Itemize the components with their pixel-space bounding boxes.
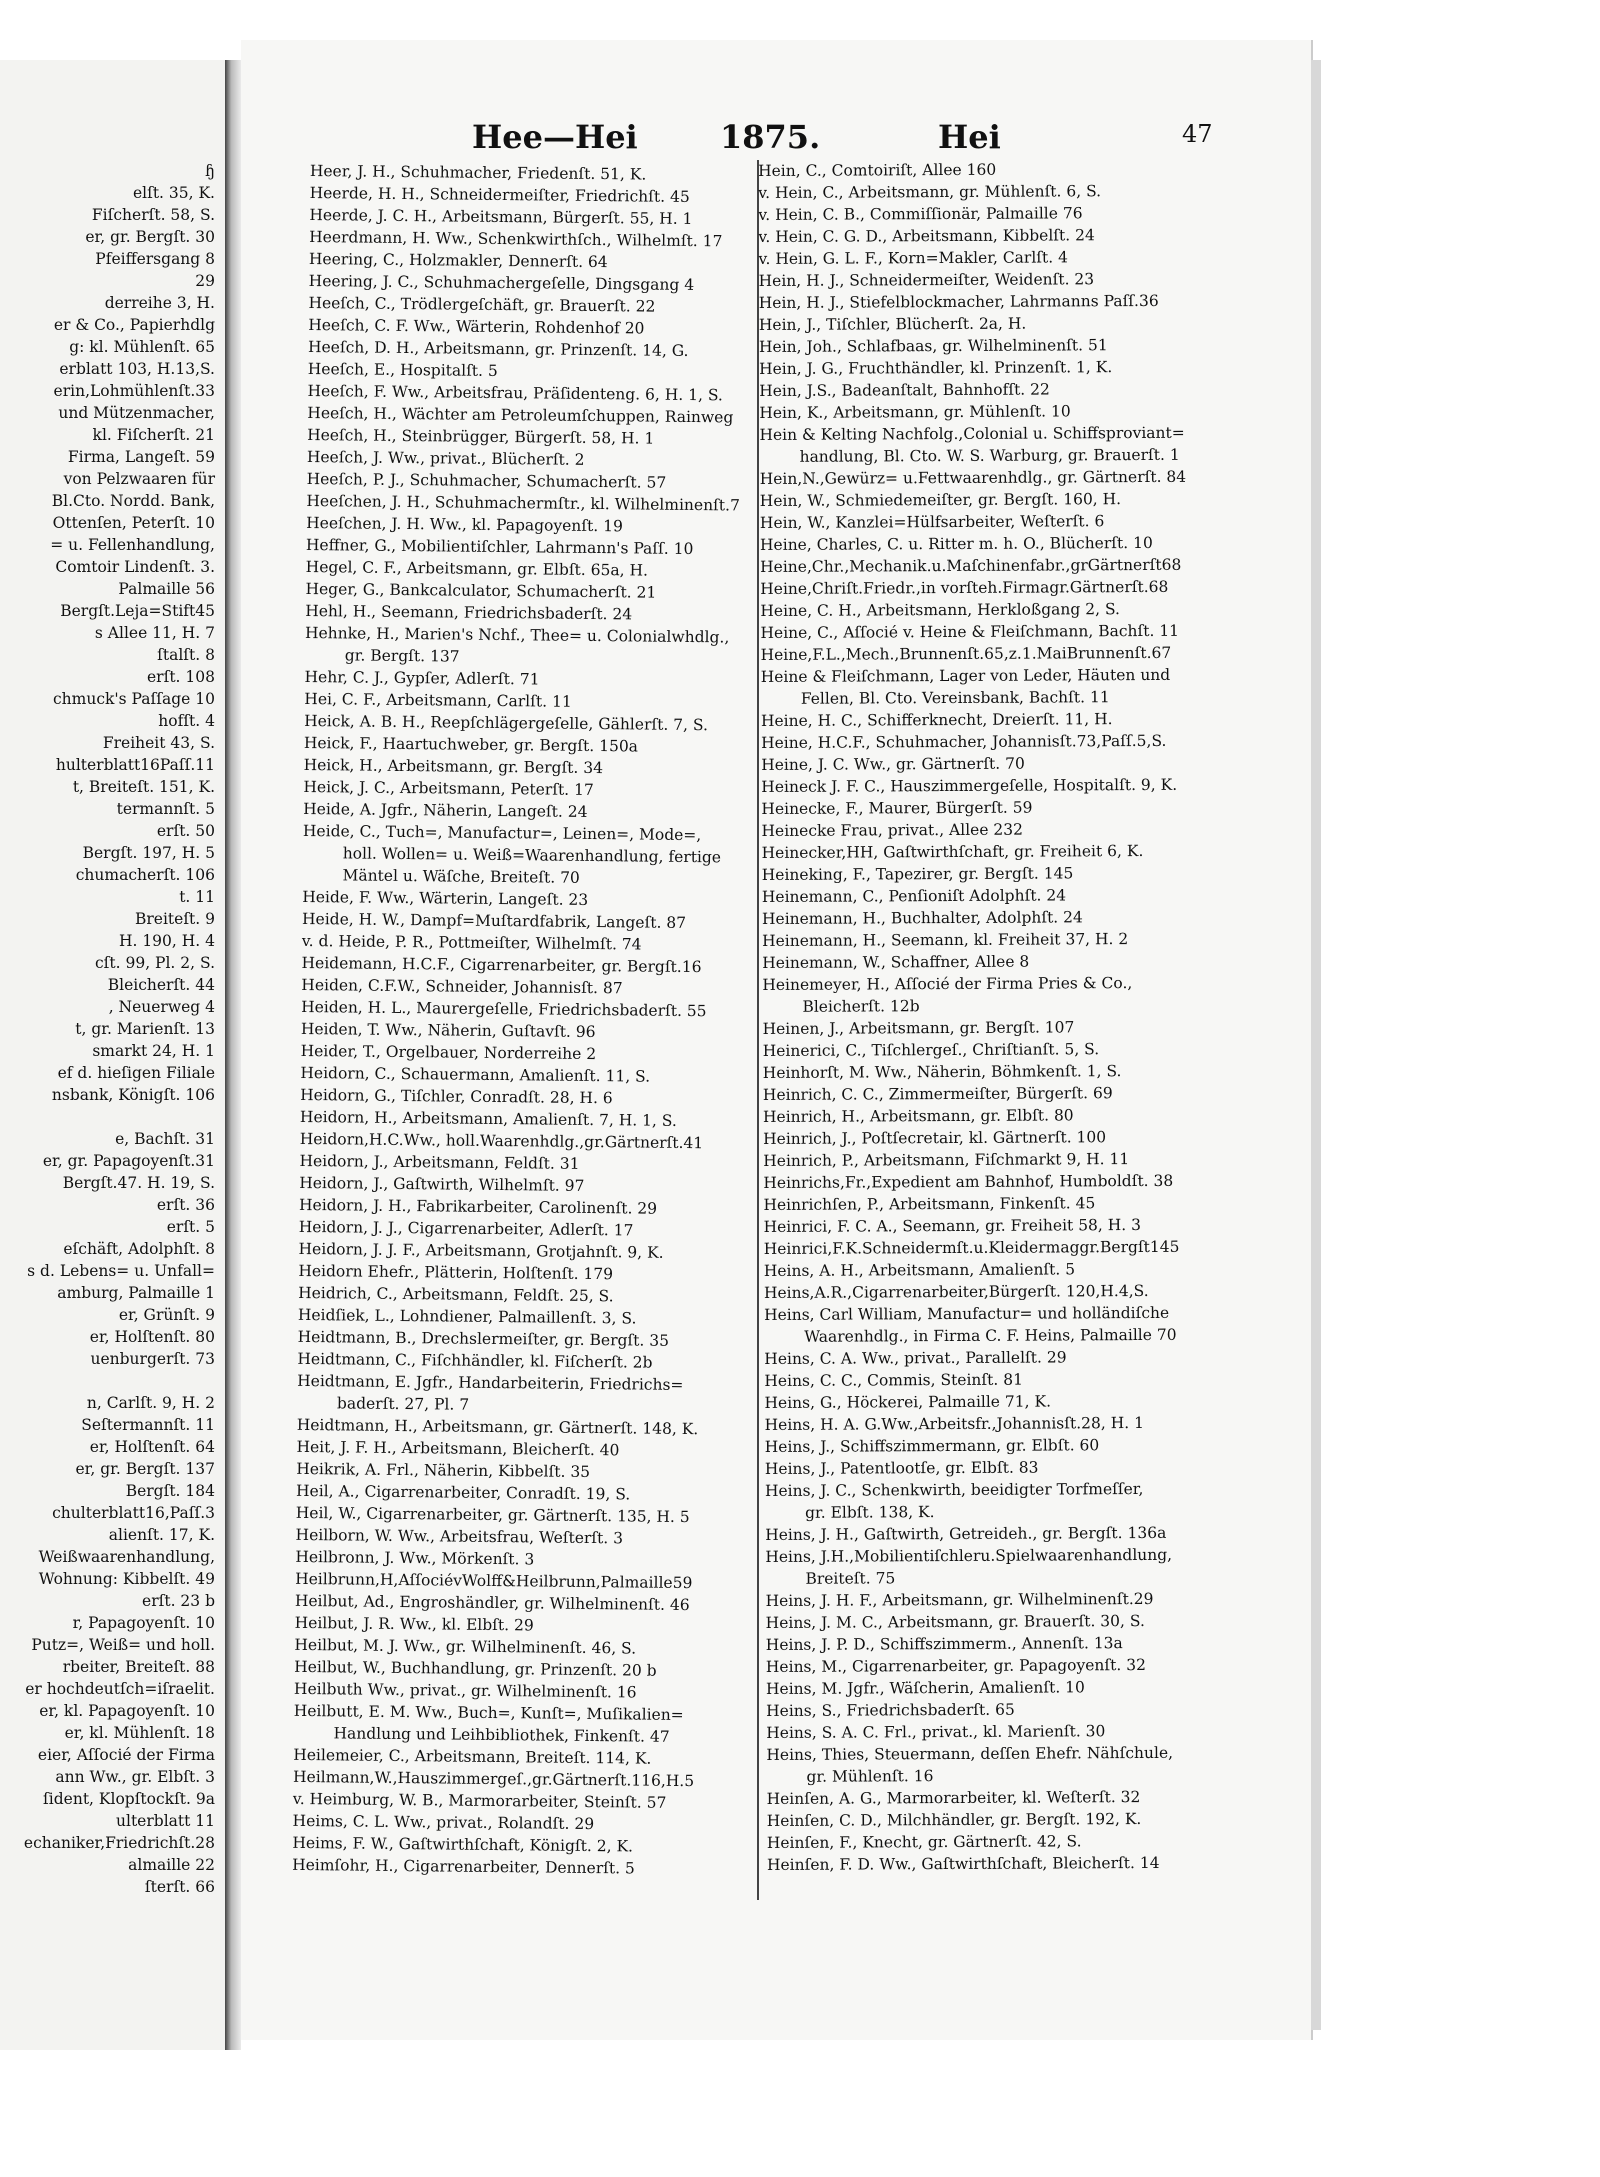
directory-entry: v. Hein, C. B., Commiſſionär, Palmaille 76: [758, 204, 1083, 224]
directory-entry: v. Heimburg, W. B., Marmorarbeiter, Steinſt. 57: [292, 1789, 667, 1812]
previous-page-line: rbeiter, Breiteſt. 88: [62, 1658, 215, 1676]
directory-entry: v. Hein, C., Arbeitsmann, gr. Mühlenſt. 6, S.: [758, 182, 1102, 202]
previous-page-line: nsbank, Königſt. 106: [51, 1086, 215, 1104]
previous-page-line: Bergſt. 197, H. 5: [82, 844, 215, 862]
directory-entry: Heine,F.L.,Mech.,Brunnenſt.65,z.1.MaiBrunnenſt.67: [760, 643, 1172, 664]
directory-entry: Heinrich, C. C., Zimmermeiſter, Bürgerſt. 69: [762, 1084, 1113, 1104]
directory-entry: Heinrich, P., Arbeitsmann, Fiſchmarkt 9, H. 11: [763, 1150, 1130, 1170]
directory-entry: Heine & Fleiſchmann, Lager von Leder, Häuten und: [760, 665, 1171, 686]
directory-entry: Heinecke, F., Maurer, Bürgerſt. 59: [761, 798, 1033, 818]
directory-entry: Heeſch, E., Hospitalſt. 5: [307, 359, 498, 380]
previous-page-line: er, gr. Bergſt. 30: [85, 228, 215, 246]
directory-entry: Heidorn, J., Gaſtwirth, Wilhelmſt. 97: [299, 1173, 585, 1195]
directory-entry: Heine, C. H., Arbeitsmann, Herkloßgang 2, S.: [760, 600, 1120, 620]
directory-entry: Heins, J. C., Schenkwirth, beeidigter Torfmeſſer,: [764, 1480, 1144, 1500]
directory-entry: Heins, C. A. Ww., privat., Parallelſt. 29: [764, 1348, 1067, 1368]
directory-entry: Heide, F. Ww., Wärterin, Langeſt. 23: [302, 887, 589, 909]
previous-page-line: eier, Aſſocié der Firma: [37, 1746, 215, 1764]
directory-entry: Heidorn, C., Schauermann, Amalienſt. 11, S.: [300, 1063, 651, 1086]
previous-page-line: er, Holſtenſt. 64: [89, 1438, 215, 1456]
directory-entry: Hein, C., Comtoiriſt, Allee 160: [758, 160, 997, 180]
previous-page-line: erſt. 50: [156, 822, 215, 840]
directory-entry: Heidorn, J. H., Fabrikarbeiter, Carolinenſt. 29: [298, 1195, 658, 1218]
directory-entry: Heiden, C.F.W., Schneider, Johannisſt. 87: [301, 975, 623, 998]
directory-entry: v. d. Heide, P. R., Pottmeiſter, Wilhelmſt. 74: [301, 931, 642, 954]
directory-entry: Hei, C. F., Arbeitsmann, Carlſt. 11: [304, 689, 572, 711]
previous-page-line: Bergſt.Leja=Stift45: [60, 602, 215, 620]
directory-entry: Heidtmann, C., Fiſchhändler, kl. Fiſcherſt. 2b: [297, 1349, 653, 1372]
directory-entry: Heeſch, F. Ww., Arbeitsfrau, Präſidenteng. 6, H. 1, S.: [307, 381, 723, 405]
directory-entry: Heidorn, G., Tiſchler, Conradſt. 28, H. 6: [300, 1085, 613, 1108]
directory-entry: Heine, H.C.F., Schuhmacher, Johannisſt.73,Paſſ.5,S.: [761, 731, 1167, 752]
directory-entry: Heiden, H. L., Maurergeſelle, Friedrichsbaderſt. 55: [301, 997, 707, 1021]
directory-entry: Heinrici,F.K.Schneidermſt.u.Kleidermaggr.Bergſt145: [763, 1237, 1180, 1258]
directory-entry: Heidorn, H., Arbeitsmann, Amalienſt. 7, H. 1, S.: [299, 1107, 677, 1130]
entry-continuation: Bleicherſt. 12b: [802, 997, 920, 1016]
directory-entry: Heinrich, H., Arbeitsmann, gr. Elbſt. 80: [762, 1106, 1074, 1126]
previous-page-line: g: kl. Mühlenſt. 65: [69, 338, 215, 356]
previous-page-line: er, kl. Mühlenſt. 18: [64, 1724, 215, 1742]
previous-page-line: s Allee 11, H. 7: [94, 624, 215, 642]
directory-entry: Heins, J. P. D., Schiffszimmerm., Annenſt. 13a: [765, 1634, 1123, 1654]
directory-entry: Heilbut, Ad., Engroshändler, gr. Wilhelminenſt. 46: [294, 1591, 690, 1615]
previous-page-line: [0, 1106, 221, 1128]
directory-entry: Heins, J.H.,Mobilientiſchleru.Spielwaarenhandlung,: [765, 1545, 1173, 1566]
previous-page-line: Seſtermannſt. 11: [81, 1416, 215, 1434]
directory-entry: Heilbut, J. R. Ww., kl. Elbſt. 29: [294, 1613, 534, 1635]
directory-entry: Heine, C., Aſſocié v. Heine & Fleiſchmann, Bachſt. 11: [760, 621, 1180, 642]
directory-entry: Heick, A. B. H., Reepſchlägergeſelle, Gählerſt. 7, S.: [304, 711, 709, 735]
previous-page-line: er, Grünſt. 9: [118, 1306, 215, 1324]
directory-entry: Heidorn,H.C.Ww., holl.Waarenhdlg.,gr.Gärtnerſt.41: [299, 1129, 704, 1153]
directory-entry: Heidſiek, L., Lohndiener, Palmaillenſt. 3, S.: [297, 1305, 637, 1328]
previous-page-line: er hochdeutſch=iſraelit.: [25, 1680, 215, 1698]
directory-entry: Hein, K., Arbeitsmann, gr. Mühlenſt. 10: [759, 402, 1071, 422]
previous-page-line: erin,Lohmühlenſt.33: [53, 382, 215, 400]
directory-entry: Heil, W., Cigarrenarbeiter, gr. Gärtnerſt. 135, H. 5: [295, 1503, 690, 1527]
previous-page-line: termannſt. 5: [116, 800, 215, 818]
directory-entry: Hein, Joh., Schlafbaas, gr. Wilhelminenſt. 51: [758, 336, 1108, 356]
directory-entry: Heidorn Ehefr., Plätterin, Holſtenſt. 179: [298, 1261, 614, 1284]
directory-entry: Heinemeyer, H., Aſſocié der Firma Pries & Co.,: [762, 974, 1133, 994]
directory-entry: Heil, A., Cigarrenarbeiter, Conradſt. 19, S.: [295, 1481, 631, 1504]
directory-entry: Heinſen, F., Knecht, gr. Gärtnerſt. 42, S.: [766, 1832, 1082, 1852]
directory-entry: Heins, H. A. G.Ww.,Arbeitsfr.,Johannisſt.28, H. 1: [764, 1413, 1144, 1434]
previous-page-line: ſterſt. 66: [144, 1878, 215, 1896]
right-column: [758, 157, 1277, 1876]
directory-entry: Heins, J. M. C., Arbeitsmann, gr. Brauerſt. 30, S.: [765, 1611, 1145, 1632]
directory-entry: Heeſch, J. Ww., privat., Blücherſt. 2: [306, 447, 585, 469]
directory-entry: Heeſch, C., Trödlergeſchäft, gr. Brauerſt. 22: [308, 293, 656, 316]
directory-entry: Heine, J. C. Ww., gr. Gärtnerſt. 70: [761, 754, 1025, 774]
previous-page-line: Weißwaarenhandlung,: [38, 1548, 215, 1566]
previous-page-fragment: [0, 60, 228, 2050]
directory-entry: Heins, A. H., Arbeitsmann, Amalienſt. 5: [763, 1260, 1076, 1280]
directory-entry: Heering, J. C., Schuhmachergeſelle, Dingsgang 4: [308, 271, 695, 295]
previous-page-line: erſt. 5: [166, 1218, 215, 1236]
previous-page-line: Bleicherſt. 44: [107, 976, 215, 994]
directory-entry: Heineking, F., Tapezirer, gr. Bergſt. 145: [761, 864, 1074, 884]
directory-entry: Heick, H., Arbeitsmann, gr. Bergſt. 34: [303, 755, 604, 778]
directory-entry: Hein, H. J., Stiefelblockmacher, Lahrmanns Paſſ.36: [758, 291, 1159, 312]
previous-page-line: t, Breiteſt. 151, K.: [72, 778, 215, 796]
directory-entry: Heins, M. Jgfr., Wäſcherin, Amalienſt. 10: [765, 1678, 1085, 1698]
directory-entry: Heinrich, J., Poſtſecretair, kl. Gärtnerſt. 100: [763, 1128, 1107, 1148]
directory-entry: v. Hein, C. G. D., Arbeitsmann, Kibbelſt. 24: [758, 226, 1095, 246]
entry-continuation: holl. Wollen= u. Weiß=Waarenhandlung, fertige: [342, 844, 722, 867]
previous-page-line: Breiteſt. 9: [134, 910, 215, 928]
previous-page-line: er & Co., Papierhdlg: [53, 316, 215, 334]
directory-entry: Heinerici, C., Tiſchlergeſ., Chriſtianſt. 5, S.: [762, 1040, 1100, 1060]
directory-entry: Heinemann, H., Buchhalter, Adolphſt. 24: [761, 908, 1083, 928]
directory-entry: Hein, J. G., Fruchthändler, kl. Prinzenſt. 1, K.: [759, 358, 1113, 378]
previous-page-line: Ottenſen, Peterſt. 10: [52, 514, 215, 532]
entry-continuation: Waarenhdlg., in Firma C. F. Heins, Palmaille 70: [804, 1325, 1177, 1346]
directory-entry: Heins, J., Patentlootſe, gr. Elbſt. 83: [764, 1458, 1039, 1478]
directory-entry: Heeſch, H., Wächter am Petroleumſchuppen, Rainweg: [307, 403, 734, 427]
previous-page-line: Wohnung: Kibbelſt. 49: [38, 1570, 215, 1588]
directory-entry: Heins, J. H. F., Arbeitsmann, gr. Wilhelminenſt.29: [765, 1589, 1154, 1610]
directory-entry: Heilemeier, C., Arbeitsmann, Breiteſt. 114, K.: [293, 1745, 652, 1768]
directory-entry: Heine,Chr.,Mechanik.u.Maſchinenfabr.,grGärtnerſt68: [760, 555, 1182, 576]
directory-entry: Heilbrunn,H,AſſociévWolff&Heilbrunn,Palmaille59: [295, 1569, 693, 1593]
directory-entry: Heins, J. H., Gaſtwirth, Getreideh., gr. Bergſt. 136a: [765, 1523, 1167, 1544]
directory-entry: Hehl, H., Seemann, Friedrichsbaderſt. 24: [305, 601, 633, 624]
entry-continuation: handlung, Bl. Cto. W. S. Warburg, gr. Brauerſt. 1: [799, 445, 1180, 466]
directory-entry: Heide, H. W., Dampf=Muſtardfabrik, Langeſt. 87: [301, 909, 687, 932]
directory-entry: Heims, C. L. Ww., privat., Rolandſt. 29: [292, 1811, 595, 1834]
previous-page-line: eſchäft, Adolphſt. 8: [63, 1240, 215, 1258]
directory-entry: Heering, C., Holzmakler, Dennerſt. 64: [308, 249, 608, 272]
previous-page-line: von Pelzwaaren für: [63, 470, 215, 488]
entry-continuation: Fellen, Bl. Cto. Vereinsbank, Bachſt. 11: [800, 688, 1110, 708]
directory-entry: Heinſen, F. D. Ww., Gaſtwirthſchaft, Bleicherſt. 14: [766, 1853, 1160, 1874]
previous-page-line: Fiſcherſt. 58, S.: [91, 206, 215, 224]
directory-entry: Heineck J. F. C., Hauszimmergeſelle, Hospitalſt. 9, K.: [761, 775, 1178, 796]
directory-entry: Heinemann, C., Penſioniſt Adolphſt. 24: [761, 886, 1067, 906]
directory-entry: Heinemann, W., Schaffner, Allee 8: [762, 952, 1030, 972]
directory-entry: Heeſch, H., Steinbrügger, Bürgerſt. 58, H. 1: [307, 425, 655, 448]
directory-entry: Heinecker,HH, Gaſtwirthſchaft, gr. Freiheit 6, K.: [761, 841, 1144, 862]
previous-page-line: Freiheit 43, S.: [102, 734, 215, 752]
directory-entry: Heins, Thies, Steuermann, deſſen Ehefr. Nähſchule,: [766, 1743, 1174, 1764]
previous-page-line: erſt. 108: [147, 668, 215, 686]
directory-entry: Heilbronn, J. Ww., Mörkenſt. 3: [295, 1547, 535, 1569]
directory-entry: Heidtmann, E. Jgfr., Handarbeiterin, Friedrichs=: [297, 1371, 684, 1394]
directory-entry: Heine,Chriſt.Friedr.,in vorſteh.Firmagr.Gärtnerſt.68: [760, 577, 1169, 598]
directory-entry: Heilmann,W.,Hauszimmergeſ.,gr.Gärtnerſt.116,H.5: [292, 1767, 695, 1791]
previous-page-line: Comtoir Lindenſt. 3.: [55, 558, 215, 576]
directory-entry: Heins, J., Schiffszimmermann, gr. Elbſt. 60: [764, 1436, 1100, 1456]
directory-entry: Heimſohr, H., Cigarrenarbeiter, Dennerſt. 5: [292, 1855, 635, 1878]
directory-entry: Heins, C. C., Commis, Steinſt. 81: [764, 1370, 1023, 1390]
directory-entry: Heins, G., Höckerei, Palmaille 71, K.: [764, 1392, 1052, 1412]
directory-entry: Hehnke, H., Marien's Nchf., Thee= u. Colonialwhdlg.,: [304, 623, 730, 647]
previous-page-line: e, Bachſt. 31: [115, 1130, 215, 1148]
previous-page-line: chmuck's Paſſage 10: [53, 690, 215, 708]
previous-page-line: 29: [195, 272, 215, 290]
directory-entry: Heider, T., Orgelbauer, Norderreihe 2: [300, 1041, 597, 1064]
previous-page-line: hofſt. 4: [158, 712, 215, 730]
previous-page-line: elſt. 35, K.: [132, 184, 215, 202]
directory-entry: Heerde, J. C. H., Arbeitsmann, Bürgerſt. 55, H. 1: [309, 205, 693, 229]
running-head-year: 1875.: [720, 118, 821, 156]
previous-page-line: chumacherſt. 106: [75, 866, 215, 884]
previous-page-line: H. 190, H. 4: [118, 932, 215, 950]
previous-page-line: Palmaille 56: [118, 580, 215, 598]
directory-entry: Heidemann, H.C.F., Cigarrenarbeiter, gr. Bergſt.16: [301, 953, 702, 977]
directory-entry: Hein, J.S., Badeanſtalt, Bahnhofſt. 22: [759, 380, 1050, 400]
previous-page-line: uenburgerſt. 73: [90, 1350, 215, 1368]
directory-entry: Heidorn, J., Arbeitsmann, Feldſt. 31: [299, 1151, 580, 1173]
directory-entry: Heinemann, H., Seemann, kl. Freiheit 37, H. 2: [762, 930, 1129, 950]
directory-entry: Heidorn, J. J., Cigarrenarbeiter, Adlerſt. 17: [298, 1217, 634, 1240]
previous-page-line: Pfeiffersgang 8: [95, 250, 215, 268]
directory-entry: Heine, Charles, C. u. Ritter m. h. O., Blücherſt. 10: [759, 533, 1153, 554]
entry-continuation: gr. Bergſt. 137: [344, 646, 460, 666]
book-gutter: [225, 60, 241, 2050]
directory-entry: Hehr, C. J., Gypſer, Adlerſt. 71: [304, 667, 540, 689]
directory-entry: Heit, J. F. H., Arbeitsmann, Bleicherſt. 40: [296, 1437, 620, 1460]
previous-page-line: r, Papagoyenſt. 10: [72, 1614, 215, 1632]
entry-continuation: baderſt. 27, Pl. 7: [336, 1394, 470, 1414]
page-number: 47: [1182, 120, 1213, 148]
directory-entry: Heims, F. W., Gaſtwirthſchaft, Königſt. 2, K.: [292, 1833, 634, 1856]
directory-entry: Heilborn, W. Ww., Arbeitsfrau, Weſterſt. 3: [295, 1525, 624, 1548]
previous-page-line: alienſt. 17, K.: [108, 1526, 215, 1544]
entry-continuation: Handlung und Leihbibliothek, Finkenſt. 47: [333, 1724, 670, 1746]
directory-entry: Heilbut, M. J. Ww., gr. Wilhelminenſt. 46, S.: [294, 1635, 637, 1658]
directory-entry: Heide, A. Jgfr., Näherin, Langeſt. 24: [303, 799, 588, 821]
directory-entry: Heger, G., Bankcalculator, Schumacherſt. 21: [305, 579, 657, 602]
previous-page-line: ſtalſt. 8: [157, 646, 215, 664]
previous-page-line: erblatt 103, H.13,S.: [59, 360, 215, 378]
directory-entry: Heidorn, J. J. F., Arbeitsmann, Grotjahnſt. 9, K.: [298, 1239, 664, 1262]
previous-page-line: Bl.Cto. Nordd. Bank,: [51, 492, 215, 510]
previous-page-line: echaniker,Friedrichſt.28: [23, 1834, 215, 1852]
page-edge-shadow: [1311, 60, 1321, 2030]
directory-entry: Heilbutt, E. M. Ww., Buch=, Kunſt=, Muſikalien=: [293, 1701, 684, 1724]
previous-page-line: cſt. 99, Pl. 2, S.: [94, 954, 215, 972]
previous-page-line: und Mützenmacher,: [58, 404, 215, 422]
entry-continuation: gr. Elbſt. 138, K.: [805, 1503, 935, 1522]
directory-entry: Heeſch, C. F. Ww., Wärterin, Rohdenhof 20: [308, 315, 645, 338]
previous-page-line: Bergſt.47. H. 19, S.: [62, 1174, 215, 1192]
previous-page-line: s d. Lebens= u. Unfall=: [27, 1262, 215, 1280]
previous-page-line: , Neuerweg 4: [108, 998, 215, 1016]
previous-page-line: kl. Fiſcherſt. 21: [92, 426, 215, 444]
previous-page-line: ɧ: [205, 162, 215, 180]
directory-entry: Heins, S. A. C. Frl., privat., kl. Marienſt. 30: [766, 1722, 1106, 1742]
directory-entry: Heins,A.R.,Cigarrenarbeiter,Bürgerſt. 120,H.4,S.: [763, 1281, 1149, 1302]
entry-continuation: gr. Mühlenſt. 16: [806, 1767, 934, 1786]
entry-continuation: Breiteſt. 75: [805, 1569, 896, 1588]
directory-entry: Heick, F., Haartuchweber, gr. Bergſt. 150a: [303, 733, 639, 756]
directory-entry: Heerde, H. H., Schneidermeiſter, Friedrichſt. 45: [309, 183, 690, 206]
directory-entry: Heidtmann, B., Drechslermeiſter, gr. Bergſt. 35: [297, 1327, 670, 1350]
previous-page-line: amburg, Palmaille 1: [57, 1284, 215, 1302]
directory-entry: Heerdmann, H. Ww., Schenkwirthſch., Wilhelmſt. 17: [309, 227, 723, 251]
directory-entry: Heinrichſen, P., Arbeitsmann, Finkenſt. 45: [763, 1194, 1096, 1214]
directory-entry: Heins, Carl William, Manufactur= und holländiſche: [764, 1303, 1170, 1324]
directory-entry: Heinſen, C. D., Milchhändler, gr. Bergſt. 192, K.: [766, 1810, 1142, 1830]
directory-entry: Heilbut, W., Buchhandlung, gr. Prinzenſt. 20 b: [294, 1657, 657, 1680]
directory-entry: Hein, H. J., Schneidermeiſter, Weidenſt. 23: [758, 270, 1095, 290]
previous-page-line: chulterblatt16,Paſſ.3: [52, 1504, 215, 1522]
previous-page-line: ann Ww., gr. Elbſt. 3: [55, 1768, 215, 1786]
previous-page-line: Bergſt. 184: [125, 1482, 215, 1500]
left-column: [292, 160, 760, 1881]
previous-page-line: n, Carlſt. 9, H. 2: [86, 1394, 215, 1412]
directory-entry: Heeſchen, J. H. Ww., kl. Papagoyenſt. 19: [306, 513, 623, 536]
directory-entry: Heinrichs,Fr.,Expedient am Bahnhof, Humboldſt. 38: [763, 1171, 1174, 1192]
directory-entry: Hein & Kelting Nachfolg.,Colonial u. Schiffsproviant=: [759, 423, 1185, 444]
directory-entry: Hein, J., Tiſchler, Blücherſt. 2a, H.: [758, 314, 1027, 334]
previous-page-line: [0, 1370, 221, 1392]
directory-entry: v. Hein, G. L. F., Korn=Makler, Carlſt. 4: [758, 248, 1068, 268]
previous-page-column: [0, 160, 221, 1898]
running-head-range: Hee—Hei: [472, 118, 638, 156]
directory-entry: Hein, W., Kanzlei=Hülfsarbeiter, Weſterſt. 6: [759, 512, 1105, 532]
directory-entry: Heine, H. C., Schifferknecht, Dreierſt. 11, H.: [760, 710, 1113, 730]
previous-page-line: hulterblatt16Paſſ.11: [55, 756, 215, 774]
directory-entry: Heidrich, C., Arbeitsmann, Feldſt. 25, S.: [298, 1283, 614, 1306]
previous-page-line: er, kl. Papagoyenſt. 10: [39, 1702, 215, 1720]
directory-entry: Heer, J. H., Schuhmacher, Friedenſt. 51, K.: [309, 161, 647, 184]
directory-entry: Heinen, J., Arbeitsmann, gr. Bergſt. 107: [762, 1018, 1075, 1038]
previous-page-line: erſt. 23 b: [142, 1592, 215, 1610]
directory-entry: Hegel, C. F., Arbeitsmann, gr. Elbſt. 65a, H.: [305, 557, 649, 580]
directory-entry: Heiden, T. Ww., Näherin, Guſtavſt. 96: [300, 1019, 596, 1042]
directory-entry: Hein,N.,Gewürz= u.Fettwaarenhdlg., gr. Gärtnerſt. 84: [759, 467, 1187, 488]
previous-page-line: er, gr. Bergſt. 137: [75, 1460, 215, 1478]
directory-entry: Heikrik, A. Frl., Näherin, Kibbelſt. 35: [296, 1459, 591, 1482]
previous-page-line: ſident, Klopſtockſt. 9a: [43, 1790, 215, 1808]
directory-entry: Heins, S., Friedrichsbaderſt. 65: [766, 1700, 1015, 1720]
previous-page-line: t. 11: [179, 888, 215, 906]
directory-entry: Heffner, G., Mobilientiſchler, Lahrmann's Paſſ. 10: [305, 535, 694, 559]
directory-entry: Heinſen, A. G., Marmorarbeiter, kl. Weſterſt. 32: [766, 1788, 1141, 1808]
previous-page-line: smarkt 24, H. 1: [92, 1042, 215, 1060]
entry-continuation: Mäntel u. Wäſche, Breiteſt. 70: [342, 866, 580, 887]
directory-entry: Heinhorſt, M. Ww., Näherin, Böhmkenſt. 1, S.: [762, 1062, 1122, 1082]
directory-entry: Heilbuth Ww., privat., gr. Wilhelminenſt. 16: [293, 1679, 637, 1702]
previous-page-line: Firma, Langeſt. 59: [67, 448, 215, 466]
directory-entry: Heeſch, P. J., Schuhmacher, Schumacherſt. 57: [306, 469, 667, 492]
directory-entry: Heick, J. C., Arbeitsmann, Peterſt. 17: [303, 777, 594, 800]
directory-entry: Heide, C., Tuch=, Manufactur=, Leinen=, Mode=,: [302, 821, 702, 845]
previous-page-line: ef d. hieſigen Filiale: [57, 1064, 215, 1082]
previous-page-line: ulterblatt 11: [116, 1812, 215, 1830]
previous-page-line: t, gr. Marienſt. 13: [75, 1020, 215, 1038]
directory-entry: Heeſchen, J. H., Schuhmachermſtr., kl. Wilhelminenſt.7: [306, 491, 740, 515]
previous-page-line: Putz=, Weiß= und holl.: [31, 1636, 215, 1654]
previous-page-line: erſt. 36: [156, 1196, 215, 1214]
directory-entry: Heidtmann, H., Arbeitsmann, gr. Gärtnerſt. 148, K.: [296, 1415, 699, 1439]
previous-page-line: almaille 22: [128, 1856, 215, 1874]
directory-entry: Hein, W., Schmiedemeiſter, gr. Bergſt. 160, H.: [759, 490, 1122, 510]
previous-page-line: er, gr. Papagoyenſt.31: [42, 1152, 215, 1170]
previous-page-line: = u. Fellenhandlung,: [50, 536, 215, 554]
running-head-section: Hei: [938, 118, 1001, 156]
previous-page-line: er, Holſtenſt. 80: [89, 1328, 215, 1346]
directory-entry: Heinrici, F. C. A., Seemann, gr. Freiheit 58, H. 3: [763, 1216, 1142, 1236]
directory-entry: Heins, M., Cigarrenarbeiter, gr. Papagoyenſt. 32: [765, 1655, 1146, 1676]
directory-entry: Heeſch, D. H., Arbeitsmann, gr. Prinzenſt. 14, G.: [307, 337, 689, 360]
directory-entry: Heinecke Frau, privat., Allee 232: [761, 820, 1024, 840]
previous-page-line: derreihe 3, H.: [104, 294, 215, 312]
